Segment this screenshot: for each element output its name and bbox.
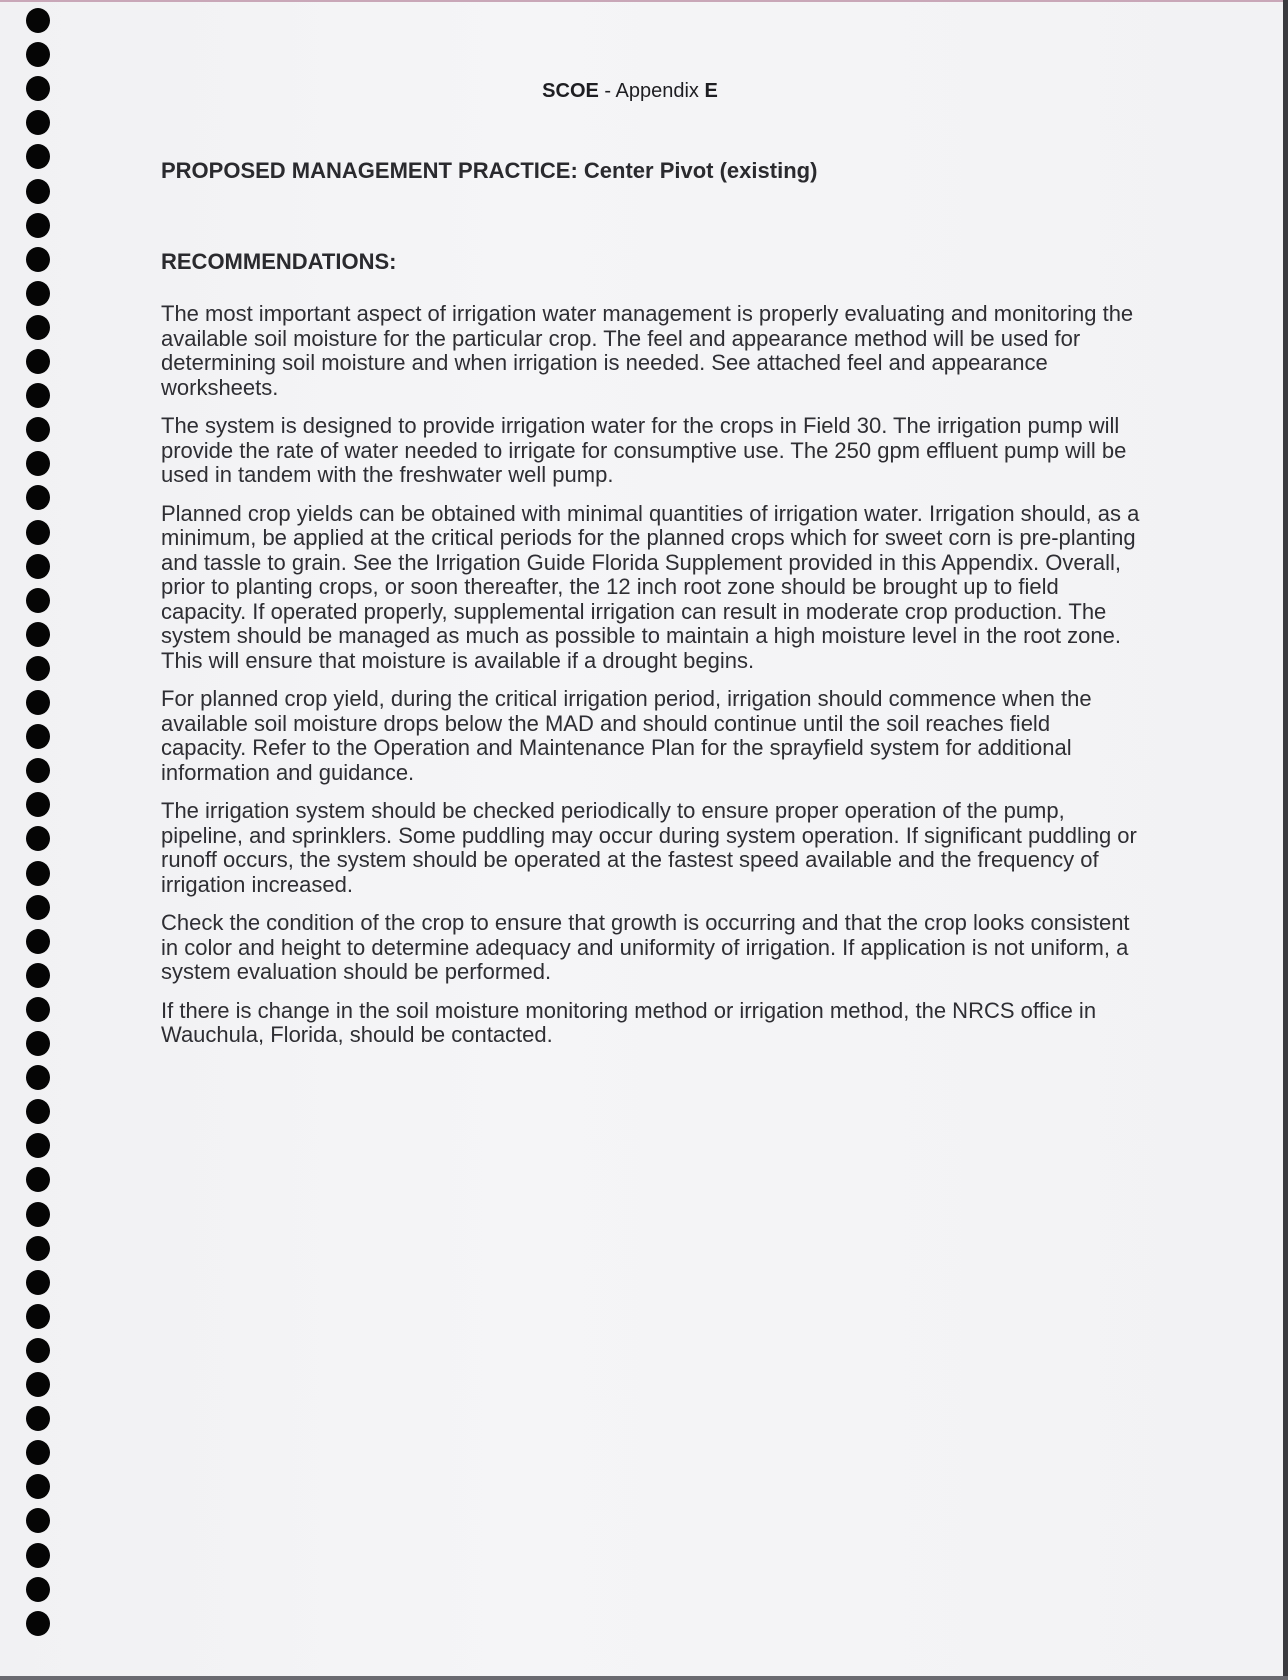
binding-hole — [26, 451, 50, 476]
binding-hole — [26, 826, 50, 851]
binding-hole — [26, 1270, 50, 1295]
binding-hole — [26, 554, 50, 579]
binding-hole — [26, 485, 50, 510]
binding-hole — [26, 1611, 50, 1636]
binding-hole — [26, 1474, 50, 1499]
binding-hole — [26, 1543, 50, 1568]
section-heading: RECOMMENDATIONS: — [161, 249, 397, 274]
binding-hole — [26, 895, 50, 920]
binding-hole — [26, 417, 50, 442]
binding-hole — [26, 1133, 50, 1158]
binding-hole — [26, 8, 50, 33]
header-label: Appendix — [615, 80, 705, 102]
binding-hole — [26, 1577, 50, 1602]
binding-hole — [26, 656, 50, 681]
binding-hole — [26, 1065, 50, 1090]
binding-hole — [26, 349, 50, 374]
binding-hole — [26, 1202, 50, 1227]
practice-title: PROPOSED MANAGEMENT PRACTICE: Center Pivot (existing) — [161, 158, 818, 183]
binding-hole — [26, 281, 50, 306]
paragraph: The irrigation system should be checked periodically to ensure proper operation of the pump, pipeline, and sprinklers. Some puddling may occur during system operation. If significant puddling or runoff occurs, the system should be operated at the fastest speed available and the frequency of irrigation increased. — [161, 798, 1137, 897]
header-letter: E — [704, 80, 718, 102]
page-right-edge — [1283, 0, 1288, 1680]
body-text — [161, 302, 1141, 1062]
binding-hole — [26, 1304, 50, 1329]
binding-hole — [26, 315, 50, 340]
binding-hole — [26, 690, 50, 715]
page-top-edge — [0, 0, 1288, 2]
binding-hole — [26, 963, 50, 988]
binding-hole — [26, 520, 50, 545]
binding-hole — [26, 110, 50, 135]
binding-hole — [26, 213, 50, 238]
paragraph: For planned crop yield, during the critical irrigation period, irrigation should commence when the available soil moisture drops below the MAD and should continue until the soil reaches field capacity. Refer to the Operation and Maintenance Plan for the sprayfield system for additional information and guidance. — [161, 686, 1092, 785]
binding-hole — [26, 1372, 50, 1397]
page-bottom-edge — [0, 1676, 1288, 1680]
binding-hole — [26, 997, 50, 1022]
binding-hole — [26, 588, 50, 613]
binding-hole — [26, 1031, 50, 1056]
binding-hole — [26, 929, 50, 954]
binding-hole — [26, 1236, 50, 1261]
binding-hole — [26, 1508, 50, 1533]
binding-holes — [26, 8, 50, 1673]
binding-hole — [26, 1338, 50, 1363]
binding-hole — [26, 792, 50, 817]
paragraph: The system is designed to provide irrigation water for the crops in Field 30. The irrigation pump will provide the rate of water needed to irrigate for consumptive use. The 250 gpm effluent pump will be used in tandem with the freshwater well pump. — [161, 413, 1127, 487]
header-code: SCOE — [542, 80, 599, 102]
page-header — [0, 80, 1260, 103]
paragraph: The most important aspect of irrigation water management is properly evaluating and monitoring the available soil moisture for the particular crop. The feel and appearance method will be used for determining soil moisture and when irrigation is needed. See attached feel and appearance worksheets. — [161, 301, 1134, 400]
binding-hole — [26, 42, 50, 67]
binding-hole — [26, 144, 50, 169]
binding-hole — [26, 724, 50, 749]
binding-hole — [26, 622, 50, 647]
paragraph: Planned crop yields can be obtained with minimal quantities of irrigation water. Irrigation should, as a minimum, be applied at the critical periods for the planned crops which for sweet corn is pre-planting and tassle to grain. See the Irrigation Guide Florida Supplement provided in this Appendix. Overall, prior to planting crops, or soon thereafter, the 12 inch root zone should be brought up to field capacity. If operated properly, supplemental irrigation can result in moderate crop production. The system should be managed as much as possible to maintain a high moisture level in the root zone. This will ensure that moisture is available if a drought begins. — [161, 500, 1140, 673]
binding-hole — [26, 1406, 50, 1431]
paragraph: Check the condition of the crop to ensure that growth is occurring and that the crop looks consistent in color and height to determine adequacy and uniformity of irrigation. If application is not uniform, a system evaluation should be performed. — [161, 910, 1130, 984]
binding-hole — [26, 861, 50, 886]
binding-hole — [26, 179, 50, 204]
binding-hole — [26, 758, 50, 783]
binding-hole — [26, 383, 50, 408]
paragraph: If there is change in the soil moisture monitoring method or irrigation method, the NRCS office in Wauchula, Florida, should be contacted. — [161, 997, 1097, 1047]
binding-hole — [26, 1440, 50, 1465]
binding-hole — [26, 1099, 50, 1124]
binding-hole — [26, 247, 50, 272]
header-separator: - — [598, 80, 616, 102]
binding-hole — [26, 1167, 50, 1192]
